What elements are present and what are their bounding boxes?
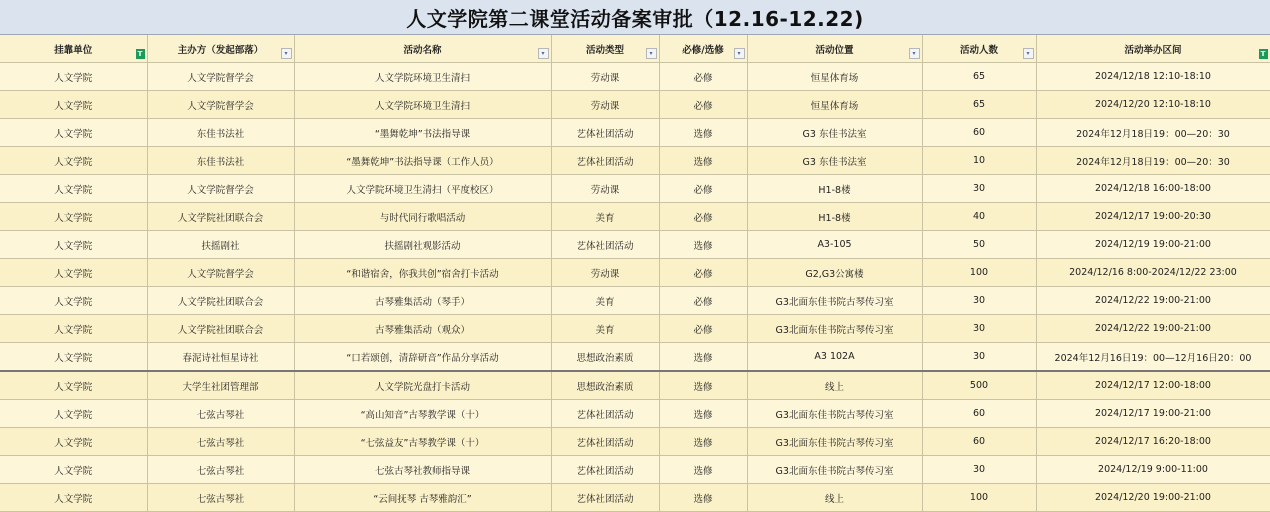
table-cell[interactable]: 艺体社团活动 (551, 119, 659, 147)
table-cell[interactable]: 选修 (659, 428, 747, 456)
table-cell[interactable]: 劳动课 (551, 175, 659, 203)
column-header-label: 挂靠单位 (54, 44, 93, 56)
table-cell[interactable]: 选修 (659, 147, 747, 175)
table-cell[interactable]: 人文学院 (0, 231, 147, 259)
column-header-label: 主办方（发起部落） (177, 44, 264, 56)
table-row (0, 231, 1270, 259)
column-header-label: 活动位置 (815, 44, 854, 56)
table-cell[interactable]: 七弦古琴社 (147, 400, 294, 428)
table-cell[interactable]: 必修 (659, 259, 747, 287)
table-cell[interactable]: 65 (922, 91, 1036, 119)
table-cell[interactable]: 东佳书法社 (147, 147, 294, 175)
activity-table (0, 35, 1270, 512)
table-row (0, 343, 1270, 372)
table-cell[interactable]: 思想政治素质 (551, 343, 659, 372)
table-cell[interactable]: 人文学院 (0, 428, 147, 456)
table-cell[interactable]: 东佳书法社 (147, 119, 294, 147)
table-cell[interactable]: “高山知音”古琴教学课（十） (294, 400, 551, 428)
table-cell[interactable]: 人文学院 (0, 484, 147, 512)
table-cell[interactable]: 50 (922, 231, 1036, 259)
table-cell[interactable]: H1-8楼 (747, 175, 922, 203)
table-cell[interactable]: 线上 (747, 484, 922, 512)
column-header[interactable] (922, 35, 1036, 63)
table-row (0, 456, 1270, 484)
table-cell[interactable]: 30 (922, 343, 1036, 372)
table-cell[interactable]: 必修 (659, 63, 747, 91)
table-cell[interactable]: G3 东佳书法室 (747, 147, 922, 175)
table-cell[interactable]: 2024/12/22 19:00-21:00 (1036, 287, 1270, 315)
table-cell[interactable]: 艺体社团活动 (551, 484, 659, 512)
table-cell[interactable]: 人文学院社团联合会 (147, 315, 294, 343)
column-header-label: 活动人数 (959, 44, 998, 56)
table-cell[interactable]: 思想政治素质 (551, 371, 659, 400)
header-row (0, 35, 1270, 63)
table-cell[interactable]: 2024/12/17 19:00-20:30 (1036, 203, 1270, 231)
table-cell[interactable]: 人文学院督学会 (147, 91, 294, 119)
filter-dropdown-icon[interactable]: ▾ (734, 48, 745, 59)
table-row (0, 371, 1270, 400)
table-row (0, 175, 1270, 203)
table-cell[interactable]: 2024/12/18 16:00-18:00 (1036, 175, 1270, 203)
text-filter-icon[interactable]: T (1259, 49, 1268, 59)
column-header[interactable] (659, 35, 747, 63)
table-cell[interactable]: 2024年12月18日19：00—20：30 (1036, 147, 1270, 175)
column-header[interactable] (551, 35, 659, 63)
table-cell[interactable]: 艺体社团活动 (551, 456, 659, 484)
table-cell[interactable]: 七弦古琴社 (147, 484, 294, 512)
filter-dropdown-icon[interactable]: ▾ (1023, 48, 1034, 59)
table-cell[interactable]: 2024/12/19 9:00-11:00 (1036, 456, 1270, 484)
title-bar (0, 0, 1270, 35)
column-header[interactable] (1036, 35, 1270, 63)
table-body (0, 63, 1270, 512)
table-cell[interactable]: 人文学院督学会 (147, 175, 294, 203)
table-cell[interactable]: 30 (922, 175, 1036, 203)
table-row (0, 147, 1270, 175)
table-row (0, 315, 1270, 343)
filter-dropdown-icon[interactable]: ▾ (538, 48, 549, 59)
table-cell[interactable]: 人文学院 (0, 343, 147, 372)
table-cell[interactable]: 古琴雅集活动（观众） (294, 315, 551, 343)
table-cell[interactable]: 2024/12/16 8:00-2024/12/22 23:00 (1036, 259, 1270, 287)
page-title: 人文学院第二课堂活动备案审批（12.16-12.22) (406, 6, 864, 31)
table-cell[interactable]: “口若颂创，清辞研音”作品分享活动 (294, 343, 551, 372)
table-cell[interactable]: 人文学院 (0, 456, 147, 484)
table-cell[interactable]: G3北面东佳书院古琴传习室 (747, 287, 922, 315)
table-cell[interactable]: 人文学院 (0, 315, 147, 343)
table-cell[interactable]: 2024/12/20 19:00-21:00 (1036, 484, 1270, 512)
table-cell[interactable]: 恒星体育场 (747, 91, 922, 119)
table-cell[interactable]: 人文学院 (0, 175, 147, 203)
table-cell[interactable]: 30 (922, 287, 1036, 315)
table-cell[interactable]: 必修 (659, 287, 747, 315)
table-cell[interactable]: 美育 (551, 203, 659, 231)
table-cell[interactable]: 艺体社团活动 (551, 400, 659, 428)
table-cell[interactable]: 人文学院光盘打卡活动 (294, 371, 551, 400)
table-row (0, 203, 1270, 231)
table-cell[interactable]: 七弦古琴社 (147, 428, 294, 456)
table-cell[interactable]: 选修 (659, 484, 747, 512)
table-cell[interactable]: G3北面东佳书院古琴传习室 (747, 315, 922, 343)
table-cell[interactable]: 人文学院 (0, 63, 147, 91)
table-cell[interactable]: 2024/12/18 12:10-18:10 (1036, 63, 1270, 91)
table-cell[interactable]: “云间抚琴 古琴雅韵汇” (294, 484, 551, 512)
table-cell[interactable]: “墨舞乾坤”书法指导课 (294, 119, 551, 147)
table-cell[interactable]: 人文学院 (0, 119, 147, 147)
column-header-label: 活动类型 (585, 44, 624, 56)
column-header[interactable] (294, 35, 551, 63)
table-cell[interactable]: 大学生社团管理部 (147, 371, 294, 400)
filter-dropdown-icon[interactable]: ▾ (646, 48, 657, 59)
table-cell[interactable]: G3北面东佳书院古琴传习室 (747, 400, 922, 428)
table-cell[interactable]: 必修 (659, 91, 747, 119)
filter-dropdown-icon[interactable]: ▾ (909, 48, 920, 59)
table-cell[interactable]: 美育 (551, 287, 659, 315)
table-cell[interactable]: 劳动课 (551, 259, 659, 287)
table-cell[interactable]: 艺体社团活动 (551, 231, 659, 259)
table-cell[interactable]: H1-8楼 (747, 203, 922, 231)
column-header-label: 必修/选修 (682, 44, 724, 56)
table-cell[interactable]: 2024/12/17 16:20-18:00 (1036, 428, 1270, 456)
table-cell[interactable]: 人文学院环境卫生清扫 (294, 63, 551, 91)
table-cell[interactable]: 100 (922, 259, 1036, 287)
table-cell[interactable]: 恒星体育场 (747, 63, 922, 91)
table-cell[interactable]: 2024/12/22 19:00-21:00 (1036, 315, 1270, 343)
table-row (0, 428, 1270, 456)
table-cell[interactable]: 线上 (747, 371, 922, 400)
table-cell[interactable]: 40 (922, 203, 1036, 231)
table-cell[interactable]: 10 (922, 147, 1036, 175)
table-cell[interactable]: 60 (922, 428, 1036, 456)
table-cell[interactable]: 30 (922, 315, 1036, 343)
table-cell[interactable]: 60 (922, 119, 1036, 147)
table-cell[interactable]: 劳动课 (551, 63, 659, 91)
table-cell[interactable]: “和谐宿舍，你我共创”宿舍打卡活动 (294, 259, 551, 287)
text-filter-icon[interactable]: T (136, 49, 145, 59)
table-cell[interactable]: 2024年12月18日19：00—20：30 (1036, 119, 1270, 147)
table-cell[interactable]: G3北面东佳书院古琴传习室 (747, 428, 922, 456)
column-header-label: 活动名称 (403, 44, 442, 56)
table-cell[interactable]: A3 102A (747, 343, 922, 372)
table-cell[interactable]: 人文学院环境卫生清扫 (294, 91, 551, 119)
table-cell[interactable]: 必修 (659, 203, 747, 231)
table-cell[interactable]: 七弦古琴社教师指导课 (294, 456, 551, 484)
table-cell[interactable]: 与时代同行歌唱活动 (294, 203, 551, 231)
table-cell[interactable]: 2024/12/17 19:00-21:00 (1036, 400, 1270, 428)
column-header[interactable] (747, 35, 922, 63)
table-cell[interactable]: A3-105 (747, 231, 922, 259)
table-cell[interactable]: 65 (922, 63, 1036, 91)
table-row (0, 63, 1270, 91)
table-cell[interactable]: 选修 (659, 371, 747, 400)
table-cell[interactable]: 人文学院 (0, 259, 147, 287)
table-cell[interactable]: 2024/12/20 12:10-18:10 (1036, 91, 1270, 119)
table-row (0, 259, 1270, 287)
table-cell[interactable]: G3 东佳书法室 (747, 119, 922, 147)
table-cell[interactable]: 2024年12月16日19：00—12月16日20：00 (1036, 343, 1270, 372)
table-cell[interactable]: 30 (922, 456, 1036, 484)
table-cell[interactable]: 扶摇剧社观影活动 (294, 231, 551, 259)
table-cell[interactable]: 选修 (659, 343, 747, 372)
table-cell[interactable]: 人文学院社团联合会 (147, 203, 294, 231)
table-cell[interactable]: 500 (922, 371, 1036, 400)
table-cell[interactable]: 艺体社团活动 (551, 428, 659, 456)
table-cell[interactable]: 劳动课 (551, 91, 659, 119)
table-cell[interactable]: G2,G3公寓楼 (747, 259, 922, 287)
table-cell[interactable]: “七弦益友”古琴教学课（十） (294, 428, 551, 456)
table-cell[interactable]: 选修 (659, 231, 747, 259)
table-row (0, 91, 1270, 119)
table-row (0, 400, 1270, 428)
column-header-label: 活动举办区间 (1124, 44, 1182, 56)
table-cell[interactable]: 艺体社团活动 (551, 147, 659, 175)
table-cell[interactable]: 选修 (659, 119, 747, 147)
table-cell[interactable]: 人文学院督学会 (147, 259, 294, 287)
table-cell[interactable]: 古琴雅集活动（琴手） (294, 287, 551, 315)
table-cell[interactable]: 人文学院环境卫生清扫（平度校区） (294, 175, 551, 203)
table-cell[interactable]: 人文学院 (0, 400, 147, 428)
table-cell[interactable]: 2024/12/19 19:00-21:00 (1036, 231, 1270, 259)
table-cell[interactable]: 必修 (659, 315, 747, 343)
table-cell[interactable]: 必修 (659, 175, 747, 203)
column-header[interactable] (147, 35, 294, 63)
table-cell[interactable]: 选修 (659, 400, 747, 428)
table-row (0, 287, 1270, 315)
table-cell[interactable]: 扶摇剧社 (147, 231, 294, 259)
table-cell[interactable]: 人文学院 (0, 287, 147, 315)
table-cell[interactable]: 春泥诗社恒星诗社 (147, 343, 294, 372)
table-cell[interactable]: 人文学院 (0, 371, 147, 400)
table-cell[interactable]: 100 (922, 484, 1036, 512)
table-cell[interactable]: 美育 (551, 315, 659, 343)
table-cell[interactable]: 2024/12/17 12:00-18:00 (1036, 371, 1270, 400)
table-cell[interactable]: 人文学院 (0, 91, 147, 119)
table-cell[interactable]: 人文学院 (0, 203, 147, 231)
filter-dropdown-icon[interactable]: ▾ (281, 48, 292, 59)
table-cell[interactable]: 60 (922, 400, 1036, 428)
table-cell[interactable]: G3北面东佳书院古琴传习室 (747, 456, 922, 484)
table-cell[interactable]: 人文学院督学会 (147, 63, 294, 91)
column-header[interactable] (0, 35, 147, 63)
table-cell[interactable]: 人文学院社团联合会 (147, 287, 294, 315)
table-row (0, 484, 1270, 512)
table-cell[interactable]: 选修 (659, 456, 747, 484)
table-row (0, 119, 1270, 147)
table-cell[interactable]: 七弦古琴社 (147, 456, 294, 484)
table-cell[interactable]: “墨舞乾坤”书法指导课（工作人员） (294, 147, 551, 175)
table-cell[interactable]: 人文学院 (0, 147, 147, 175)
